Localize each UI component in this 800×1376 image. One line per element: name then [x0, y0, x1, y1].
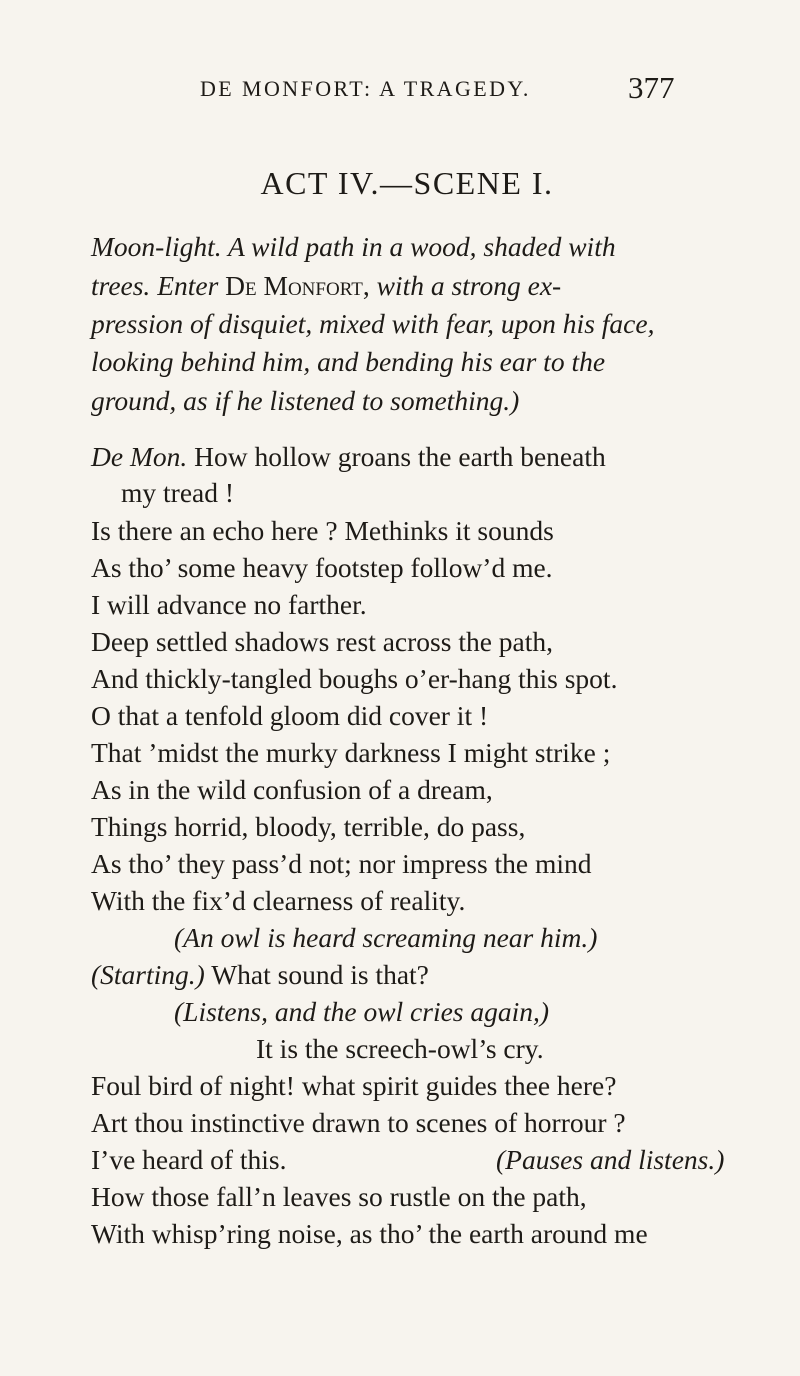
speech-line: O that a tenfold gloom did cover it ! — [91, 700, 489, 731]
stage-direction-line: ground, as if he listened to something.) — [91, 385, 520, 416]
speaker-name: De Mon. — [91, 441, 188, 472]
speech-line: It is the screech-owl’s cry. — [256, 1033, 544, 1064]
speech-line: How those fall’n leaves so rustle on the path, — [91, 1181, 587, 1212]
speech-line: As tho’ some heavy footstep follow’d me. — [91, 552, 553, 583]
scene-heading: ACT IV.—SCENE I. — [260, 165, 554, 201]
stage-direction-owl: (An owl is heard screaming near him.) — [174, 922, 598, 953]
running-title: DE MONFORT: A TRAGEDY. — [200, 76, 531, 101]
speech-line: I’ve heard of this. — [91, 1144, 287, 1175]
stage-direction-line: trees. Enter De Monfort, with a strong ex- — [91, 270, 562, 301]
speech-line: De Mon. How hollow groans the earth beneath — [91, 441, 606, 472]
speech-line: As in the wild confusion of a dream, — [91, 774, 493, 805]
speech-line: As tho’ they pass’d not; nor impress the mind — [91, 848, 592, 879]
running-head — [0, 70, 800, 106]
stage-direction-line: pression of disquiet, mixed with fear, upon his face, — [91, 308, 655, 339]
speech-line: Deep settled shadows rest across the path, — [91, 626, 554, 657]
stage-direction-pauses: (Pauses and listens.) — [496, 1144, 725, 1175]
speech-line: Foul bird of night! what spirit guides thee here? — [91, 1070, 617, 1101]
speech-line: I will advance no farther. — [91, 589, 367, 620]
stage-direction-listens: (Listens, and the owl cries again,) — [174, 996, 550, 1027]
stage-direction-line: Moon-light. A wild path in a wood, shaded with — [91, 231, 616, 262]
speech-line: (Starting.) What sound is that? — [91, 959, 429, 990]
stage-direction-line: looking behind him, and bending his ear to the — [91, 346, 606, 377]
speech-line: And thickly-tangled boughs o’er-hang this spot. — [91, 663, 618, 694]
speech-line: With whisp’ring noise, as tho’ the earth around me — [91, 1218, 648, 1249]
speech-line: Things horrid, bloody, terrible, do pass, — [91, 811, 526, 842]
speech-line: Is there an echo here ? Methinks it sounds — [91, 515, 554, 546]
speech-line: That ’midst the murky darkness I might strike ; — [91, 737, 611, 768]
page-number: 377 — [628, 70, 675, 105]
speech-line: With the fix’d clearness of reality. — [91, 885, 466, 916]
speech-line: my tread ! — [121, 477, 235, 508]
speech-line: Art thou instinctive drawn to scenes of horrour ? — [91, 1107, 626, 1138]
